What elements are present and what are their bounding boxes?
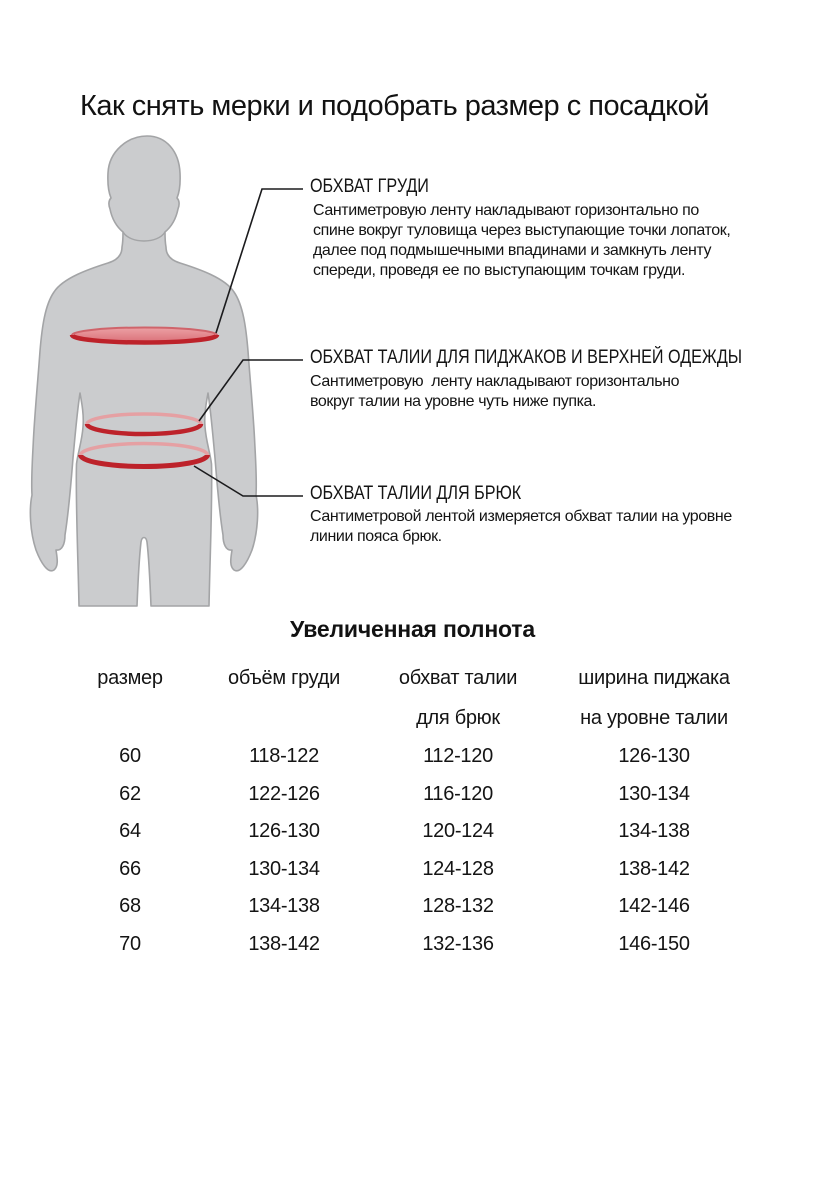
column-header-jacket-width: ширина пиджака на уровне талии — [578, 667, 730, 729]
column-header-size: размер — [97, 667, 163, 689]
table-cell: 66 — [119, 857, 141, 880]
size-table-title: Увеличенная полнота — [290, 616, 535, 642]
section-chest-description — [313, 201, 730, 281]
description-line: спереди, проведя ее по выступающим точкам груди. — [313, 262, 686, 279]
table-cell: 116-120 — [423, 782, 493, 805]
section-jacket-waist — [310, 348, 818, 368]
table-cell: 124-128 — [422, 857, 494, 880]
table-cell: 68 — [119, 895, 141, 917]
description-line: Сантиметровую ленту накладывают горизонтально — [310, 373, 680, 390]
table-cell: 128-132 — [422, 895, 494, 917]
column-header-chest: объём груди — [228, 667, 340, 689]
table-cell: 60 — [119, 745, 141, 767]
table-cell: 112-120 — [423, 745, 493, 767]
table-cell: 70 — [119, 932, 141, 955]
section-trouser-waist — [310, 484, 558, 504]
table-cell: 120-124 — [422, 820, 494, 842]
chest-measure-band — [72, 328, 217, 343]
table-cell: 146-150 — [618, 932, 690, 955]
table-cell: 118-122 — [249, 745, 319, 767]
table-cell: 134-138 — [618, 820, 690, 842]
description-line: Сантиметровой лентой измеряется обхват талии на уровне — [310, 508, 732, 525]
description-line: Сантиметровую ленту накладывают горизонтально по — [313, 202, 699, 219]
section-jacket-waist-heading: ОБХВАТ ТАЛИИ ДЛЯ ПИДЖАКОВ И ВЕРХНЕЙ ОДЕЖДЫ — [310, 347, 743, 368]
section-trouser-waist-description — [310, 507, 732, 547]
description-line: далее под подмышечными впадинами и замкнуть ленту — [313, 242, 712, 259]
table-cell: 122-126 — [248, 782, 320, 805]
table-cell: 134-138 — [248, 895, 320, 917]
description-line: вокруг талии на уровне чуть ниже пупка. — [310, 393, 597, 410]
description-line: линии пояса брюк. — [310, 528, 442, 545]
table-cell: 132-136 — [422, 932, 494, 955]
table-cell: 126-130 — [248, 820, 320, 842]
section-chest — [310, 177, 450, 197]
table-cell: 130-134 — [618, 782, 690, 805]
column-header-trouser-waist: обхват талии для брюк — [398, 667, 518, 729]
table-cell: 130-134 — [248, 857, 320, 880]
table-cell: 138-142 — [248, 932, 320, 955]
size-table — [55, 658, 755, 963]
page-title: Как снять мерки и подобрать размер с посадкой — [80, 90, 710, 123]
table-cell: 62 — [119, 782, 141, 805]
table-cell: 126-130 — [618, 745, 690, 767]
table-cell: 64 — [119, 820, 141, 842]
male-body-silhouette-icon — [30, 136, 257, 606]
table-cell: 138-142 — [618, 857, 690, 880]
table-cell: 142-146 — [618, 895, 690, 917]
section-trouser-waist-heading: ОБХВАТ ТАЛИИ ДЛЯ БРЮК — [310, 483, 522, 504]
body-measurement-diagram — [0, 130, 310, 610]
description-line: спине вокруг туловища через выступающие точки лопаток, — [313, 222, 731, 239]
section-jacket-waist-description — [310, 372, 679, 412]
section-chest-heading: ОБХВАТ ГРУДИ — [310, 176, 429, 197]
